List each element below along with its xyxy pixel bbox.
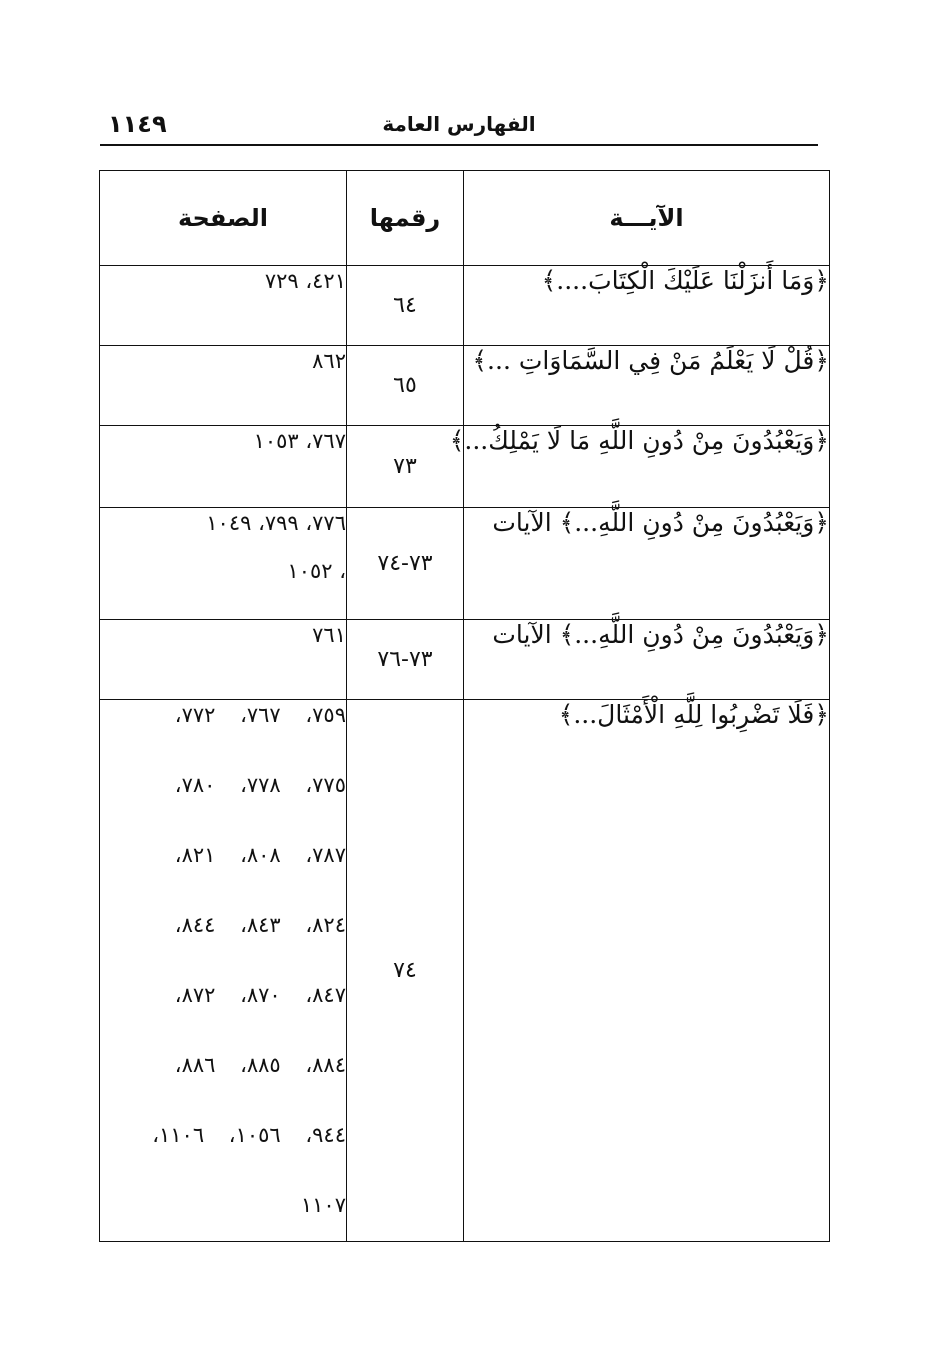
page-list-line: ١١٠٧ [300,1193,346,1217]
page-list-line: ٧٨٧، ٨٠٨، ٨٢١، [174,843,346,867]
page-list-line: ٩٤٤، ١٠٥٦، ١١٠٦، [152,1123,346,1147]
pages-cell [100,426,347,508]
page-list-line: ، ١٠٥٢ [287,559,346,583]
verse-index-table [99,170,830,1242]
verse-number-cell: ٧٤ [347,700,464,1242]
verse-number-cell: ٦٤ [347,266,464,346]
ayah-cell: ﴿وَيَعْبُدُونَ مِنْ دُونِ اللَّهِ...﴾ الآيات [464,508,830,620]
ayah-cell: ﴿وَيَعْبُدُونَ مِنْ دُونِ اللَّهِ مَا لَا يَمْلِكُ...﴾ [464,426,830,508]
pages-cell [100,620,347,700]
verse-number-cell: ٧٣-٧٦ [347,620,464,700]
ayah-cell: ﴿فَلَا تَضْرِبُوا لِلَّهِ الْأَمْثَالَ...﴾ [464,700,830,1242]
pages-cell [100,346,347,426]
verse-number-cell: ٧٣-٧٤ [347,508,464,620]
table-row [100,508,830,620]
page-list-line: ٧٦١ [312,623,346,647]
verse-number-cell: ٧٣ [347,426,464,508]
table-row [100,346,830,426]
page-list-line: ٧٧٥، ٧٧٨، ٧٨٠، [174,773,346,797]
table-row [100,700,830,1242]
verse-number-cell: ٦٥ [347,346,464,426]
page-header [100,108,818,146]
page-list-line: ٨٤٧، ٨٧٠، ٨٧٢، [174,983,346,1007]
table-row [100,620,830,700]
running-title: الفهارس العامة [382,112,536,136]
page-list-line: ٧٥٩، ٧٦٧، ٧٧٢، [174,703,346,727]
page-number: ١١٤٩ [108,110,167,138]
page-list-line: ٧٧٦، ٧٩٩، ١٠٤٩ [206,511,346,535]
ayah-cell: ﴿وَمَا أَنزَلْنَا عَلَيْكَ الْكِتَابَ....﴾ [464,266,830,346]
column-header-pages: الصفحة [100,171,347,266]
table-row [100,426,830,508]
ayah-cell: ﴿وَيَعْبُدُونَ مِنْ دُونِ اللَّهِ...﴾ الآيات [464,620,830,700]
page-list-line: ٧٦٧، ١٠٥٣ [253,429,346,453]
column-header-ayah: الآيـــة [464,171,830,266]
page-list-line: ٨٦٢ [312,349,346,373]
table-row [100,266,830,346]
pages-cell [100,508,347,620]
column-header-number: رقمها [347,171,464,266]
table-header-row [100,171,830,266]
page-list-line: ٨٨٤، ٨٨٥، ٨٨٦، [174,1053,346,1077]
pages-cell [100,266,347,346]
pages-cell [100,700,347,1242]
page-list-line: ٨٢٤، ٨٤٣، ٨٤٤، [174,913,346,937]
page-list-line: ٤٢١، ٧٢٩ [264,269,346,293]
ayah-cell: ﴿قُلْ لَا يَعْلَمُ مَنْ فِي السَّمَاوَاتِ ...﴾ [464,346,830,426]
